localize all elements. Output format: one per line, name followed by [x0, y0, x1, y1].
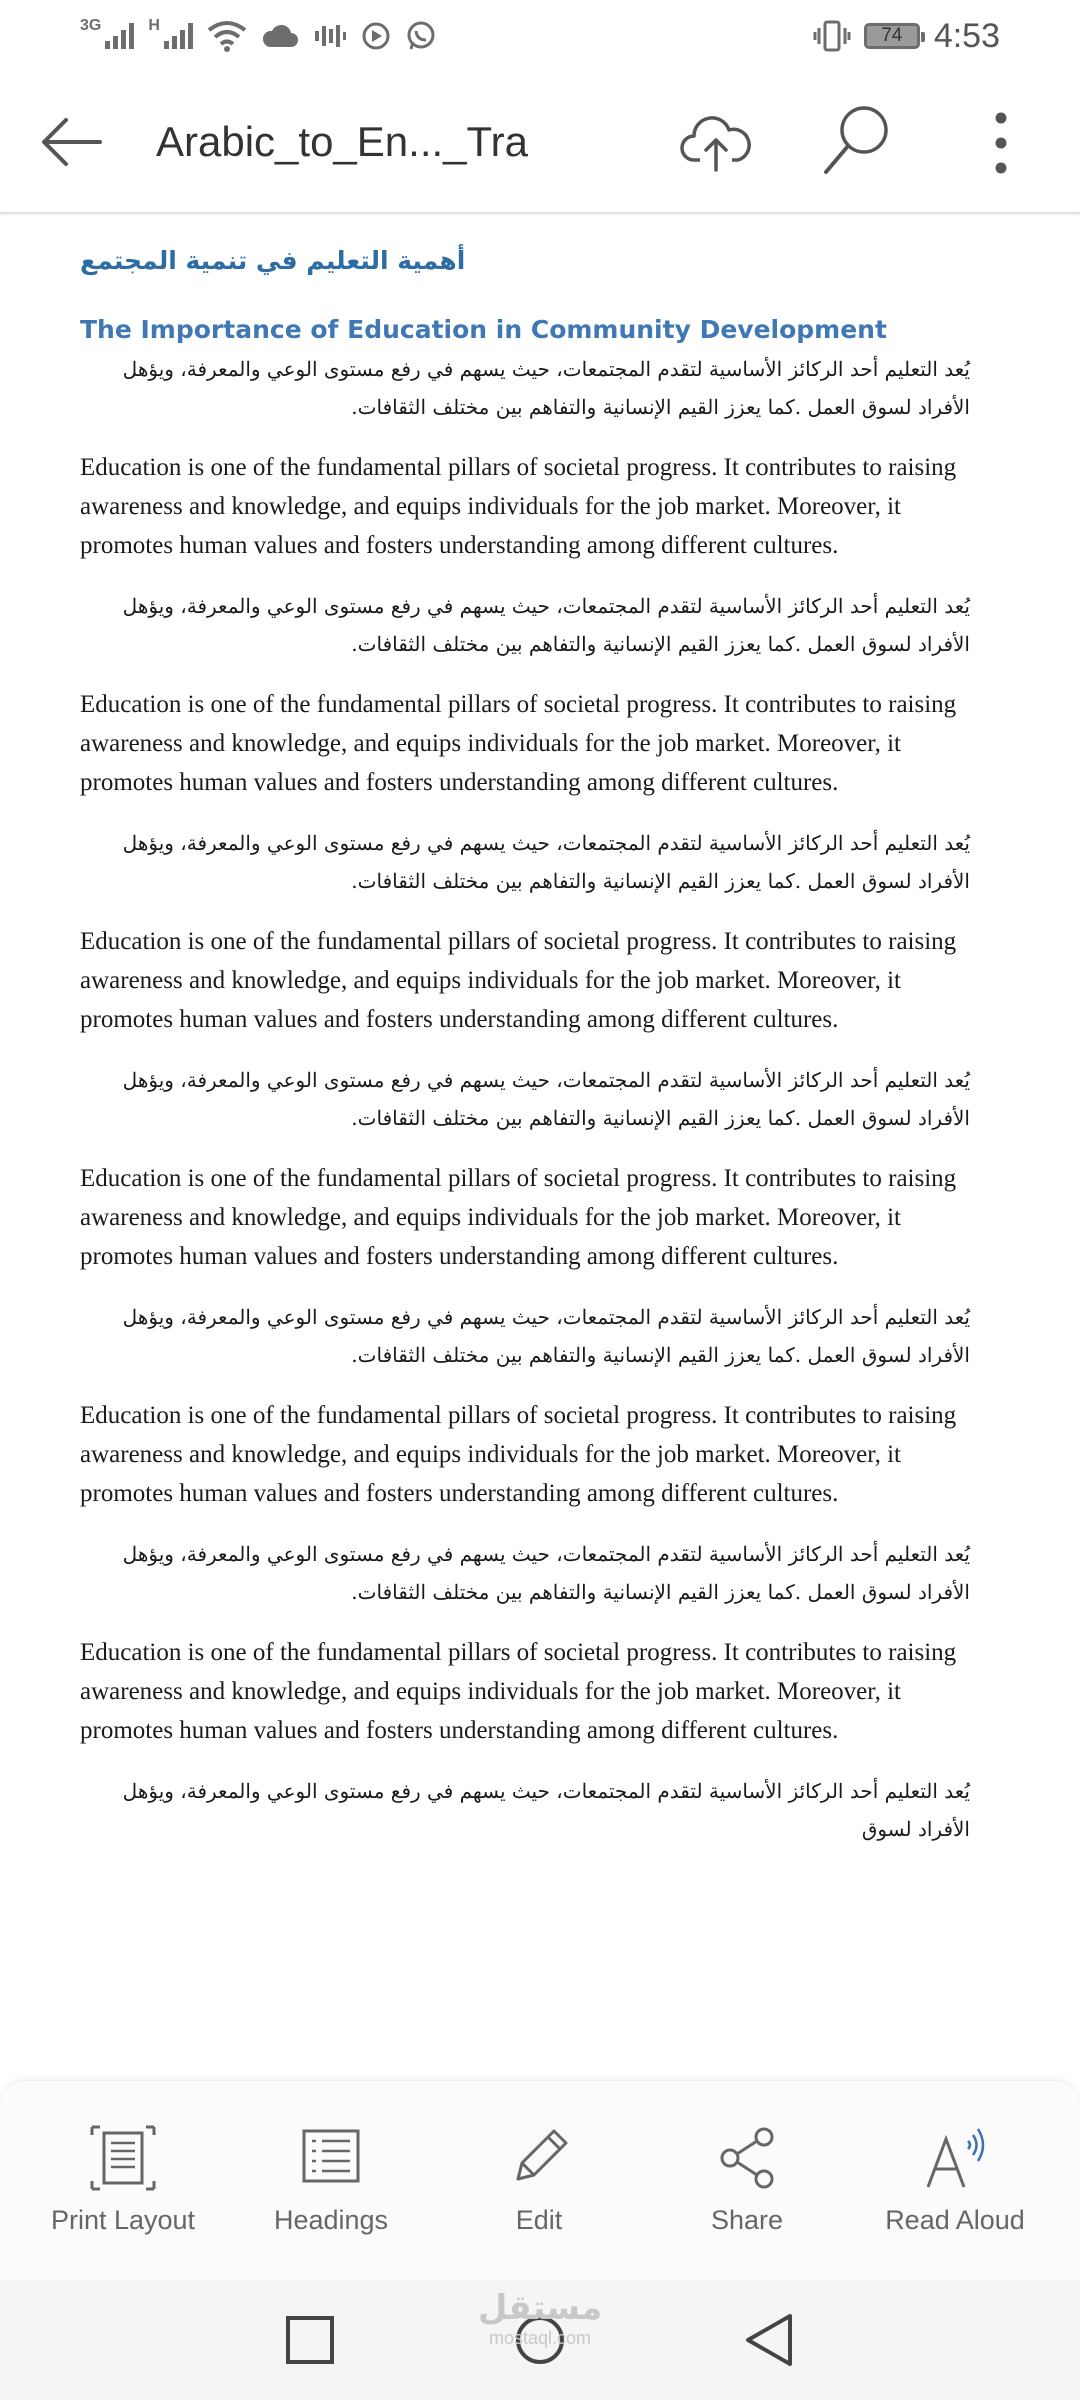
- recent-apps-icon[interactable]: [280, 2310, 340, 2370]
- status-right: [814, 14, 1000, 58]
- network-type-label-2: H: [148, 17, 160, 34]
- document-page: [80, 214, 970, 1848]
- paragraph-arabic: يُعد التعليم أحد الركائز الأساسية لتقدم المجتمعات، حيث يسهم في رفع مستوى الوعي والمعرفة، ويؤهل الأفراد لسوق العمل .كما يعزز القيم الإنسانية والتفاهم بين مختلف الثقافات.: [122, 594, 970, 656]
- paragraph-english: Education is one of the fundamental pillars of societal progress. It contributes to raising awareness and knowledge, and equips individuals for the job market. Moreover, it promotes human values and fosters understanding among different cultures.: [80, 1165, 957, 1270]
- signal-icon: [105, 23, 134, 49]
- data-icon: [313, 23, 347, 49]
- status-left: [80, 14, 437, 58]
- paragraph-english: Education is one of the fundamental pillars of societal progress. It contributes to raising awareness and knowledge, and equips individuals for the job market. Moreover, it promotes human values and fosters understanding among different cultures.: [80, 1639, 957, 1744]
- paragraph-arabic: يُعد التعليم أحد الركائز الأساسية لتقدم المجتمعات، حيث يسهم في رفع مستوى الوعي والمعرفة، ويؤهل الأفراد لسوق العمل .كما يعزز القيم الإنسانية والتفاهم بين مختلف الثقافات.: [122, 1068, 970, 1130]
- paragraph-english: Education is one of the fundamental pillars of societal progress. It contributes to raising awareness and knowledge, and equips individuals for the job market. Moreover, it promotes human values and fosters understanding among different cultures.: [80, 1402, 957, 1507]
- clock: 4:53: [933, 16, 1000, 55]
- headings-label: Headings: [273, 2205, 389, 2235]
- paragraph-english: Education is one of the fundamental pillars of societal progress. It contributes to raising awareness and knowledge, and equips individuals for the job market. Moreover, it promotes human values and fosters understanding among different cultures.: [80, 454, 957, 559]
- watermark-english: mostaql.com: [488, 2328, 592, 2348]
- headings-icon: [296, 2123, 366, 2193]
- whatsapp-icon: [405, 20, 437, 52]
- back-arrow-icon[interactable]: [36, 114, 106, 170]
- status-bar: [0, 0, 1080, 72]
- pencil-icon: [504, 2123, 574, 2193]
- cloud-icon: [261, 23, 299, 49]
- bottom-toolbar: [0, 2080, 1080, 2281]
- cloud-upload-icon[interactable]: [680, 110, 752, 174]
- heading-arabic: أهمية التعليم في تنمية المجتمع: [80, 246, 466, 275]
- print-layout-icon: [88, 2123, 158, 2193]
- headings-button[interactable]: [226, 2123, 436, 2273]
- network-type-label: 3G: [80, 17, 102, 34]
- wifi-icon: [207, 20, 247, 52]
- paragraph-arabic: يُعد التعليم أحد الركائز الأساسية لتقدم المجتمعات، حيث يسهم في رفع مستوى الوعي والمعرفة، ويؤهل الأفراد لسوق العمل .كما يعزز القيم الإنسانية والتفاهم بين مختلف الثقافات.: [122, 831, 970, 893]
- document-view[interactable]: [0, 214, 1080, 2080]
- paragraph-english: Education is one of the fundamental pillars of societal progress. It contributes to raising awareness and knowledge, and equips individuals for the job market. Moreover, it promotes human values and fosters understanding among different cultures.: [80, 691, 957, 796]
- back-icon[interactable]: [740, 2310, 800, 2370]
- paragraph-arabic: يُعد التعليم أحد الركائز الأساسية لتقدم المجتمعات، حيث يسهم في رفع مستوى الوعي والمعرفة، ويؤهل الأفراد لسوق العمل .كما يعزز القيم الإنسانية والتفاهم بين مختلف الثقافات.: [122, 1542, 970, 1604]
- app-header: [0, 72, 1080, 214]
- paragraph-arabic-partial: يُعد التعليم أحد الركائز الأساسية لتقدم المجتمعات، حيث يسهم في رفع مستوى الوعي والمعرفة، ويؤهل الأفراد لسوق: [122, 1779, 970, 1841]
- document-title[interactable]: Arabic_to_En..._Tra: [156, 118, 528, 165]
- share-label: Share: [710, 2205, 784, 2235]
- share-button[interactable]: [642, 2123, 852, 2273]
- share-icon: [712, 2123, 782, 2193]
- search-icon[interactable]: [820, 102, 892, 178]
- paragraph-english: Education is one of the fundamental pillars of societal progress. It contributes to raising awareness and knowledge, and equips individuals for the job market. Moreover, it promotes human values and fosters understanding among different cultures.: [80, 928, 957, 1033]
- read-aloud-label: Read Aloud: [885, 2205, 1025, 2235]
- edit-button[interactable]: [434, 2123, 644, 2273]
- watermark: [470, 2288, 610, 2348]
- heading-english: The Importance of Education in Community Development: [80, 315, 887, 344]
- read-aloud-button[interactable]: [850, 2123, 1060, 2273]
- battery-icon: 74: [864, 23, 920, 49]
- watermark-arabic: مستقل: [477, 2288, 603, 2328]
- print-layout-button[interactable]: [18, 2123, 228, 2273]
- more-vertical-icon[interactable]: [980, 108, 1022, 178]
- edit-label: Edit: [515, 2205, 563, 2235]
- paragraph-arabic: يُعد التعليم أحد الركائز الأساسية لتقدم المجتمعات، حيث يسهم في رفع مستوى الوعي والمعرفة، ويؤهل الأفراد لسوق العمل .كما يعزز القيم الإنسانية والتفاهم بين مختلف الثقافات.: [122, 1305, 970, 1367]
- location-icon: [361, 21, 391, 51]
- paragraph-arabic: يُعد التعليم أحد الركائز الأساسية لتقدم المجتمعات، حيث يسهم في رفع مستوى الوعي والمعرفة، ويؤهل الأفراد لسوق العمل .كما يعزز القيم الإنسانية والتفاهم بين مختلف الثقافات.: [122, 357, 970, 419]
- vibrate-icon: [814, 19, 850, 53]
- signal-icon-2: [164, 23, 193, 49]
- print-layout-label: Print Layout: [50, 2205, 196, 2235]
- read-aloud-icon: [920, 2123, 990, 2193]
